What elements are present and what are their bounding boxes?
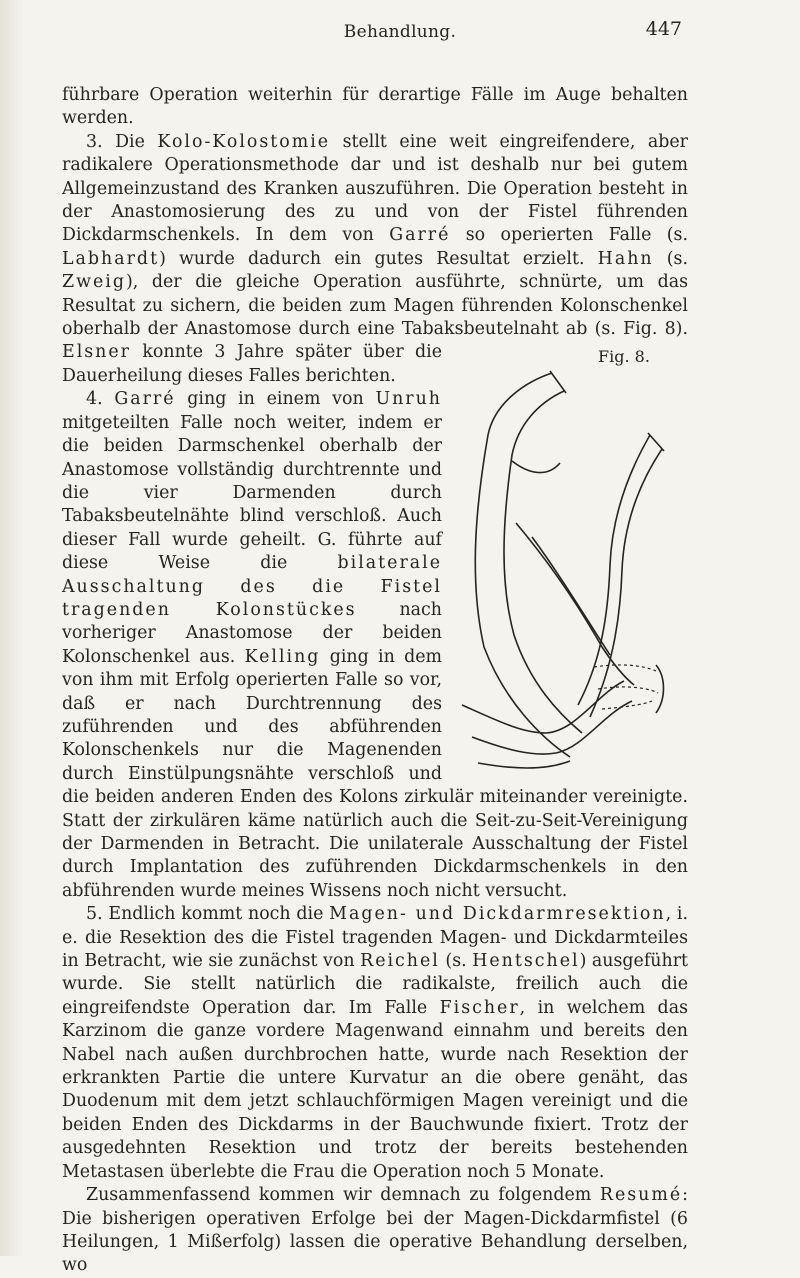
- text-run: ) wurde dadurch ein gutes Resultat erzielt.: [159, 248, 598, 269]
- text-run: mitgeteilten Falle noch weiter, indem er die beiden Darmschenkel oberhalb der Anastomose vollständig durchtrennte und die vier Darmenden durch Tabaksbeutelnähte blind verschloß. Auch dieser Fall wurde geheilt. G. führte auf diese Weise die: [62, 412, 442, 574]
- anastomosis-diagram-icon: [452, 365, 688, 773]
- text-run: ), der die gleiche Operation ausführte, schnürte, um das Resultat zu sichern, die beiden zum Magen führenden Kolonschenkel oberhalb der Anastomose durch eine Tabaksbeutelnaht ab (s. Fig. 8).: [62, 272, 688, 340]
- author-name: Garré: [389, 225, 451, 246]
- text-run: Zusammenfassend kommen wir demnach zu folgendem: [86, 1185, 600, 1206]
- body-text: [62, 84, 688, 1278]
- text-run: nach vorheriger Anastomose der beiden Kolonschenkel aus.: [62, 599, 442, 667]
- text-run: so operierten Falle (s.: [450, 225, 688, 246]
- text-run: stellt eine weit eingreifendere, aber radikalere Operationsmethode dar und ist deshalb nur bei gutem Allgemeinzustand des Kranken auszuführen. Die Operation besteht in der Anastomosierung des zu und von der Fistel führenden Dickdarmschenkels. In dem von: [62, 131, 688, 246]
- term-resume: Resumé: [599, 1185, 683, 1206]
- text-run: , in welchem das Karzinom die ganze vordere Magenwand einnahm und bereits den Nabel nach außen durchbrochen hatte, wurde nach Resektion der erkrankten Partie die untere Kurvatur an die obere genäht, das Duodenum mit dem jetzt schlauchförmigen Magen vereinigt und die beiden Enden des Dickdarms in der Bauchwunde fixiert. Trotz der ausgedehnten Resektion und trotz der bereits bestehenden Metastasen überlebte die Frau die Operation noch 5 Monate.: [62, 997, 688, 1182]
- author-name: Reichel: [360, 951, 440, 972]
- author-name: Kelling: [244, 646, 321, 667]
- running-title: Behandlung.: [343, 22, 457, 42]
- text-run: 3. Die: [86, 131, 158, 152]
- text-run: 4.: [86, 389, 115, 410]
- text-run: (s.: [653, 248, 688, 269]
- text-run: : Die bisherigen operativen Erfolge bei der Magen-Dickdarmfistel (6 Heilungen, 1 Mißerfolg) lassen die operative Behandlung derselben, wo: [62, 1185, 688, 1276]
- term-bilateral-ausschaltung: bilaterale Ausschaltung des die Fistel tragenden Kolonstückes: [62, 553, 442, 620]
- text-run: konnte 3 Jahre später über die Dauerheilung dieses Falles berichten.: [62, 342, 442, 386]
- text-run: 5. Endlich kommt noch die: [86, 904, 330, 925]
- figure-label: Fig. 8.: [598, 347, 650, 367]
- author-name: Garré: [114, 389, 176, 410]
- author-name: Unruh: [375, 389, 443, 410]
- text-run: ging in einem von: [175, 389, 376, 410]
- paragraph-resektion: [62, 903, 688, 1184]
- paragraph-intro: führbare Operation weiterhin für derartige Fälle im Auge behalten werden.: [62, 85, 688, 129]
- term-resektion: Magen- und Dickdarmresektion: [329, 904, 666, 925]
- running-head: [0, 18, 800, 48]
- author-name: Labhardt: [62, 248, 160, 269]
- paragraph-resume: [62, 1184, 688, 1278]
- term-kolo-kolostomie: Kolo-Kolostomie: [157, 131, 331, 152]
- page-number: 447: [645, 18, 682, 40]
- author-name: Hahn: [597, 248, 654, 269]
- author-name: Hentschel: [472, 951, 580, 972]
- text-run: ) ausgeführt wurde. Sie stellt natürlich die radikalste, freilich auch die eingreifendste Operation dar. Im Falle: [62, 951, 688, 1018]
- text-run: (s.: [439, 951, 473, 972]
- page-gutter-shadow: [0, 0, 24, 1256]
- text-run: , i. e. die Resektion des die Fistel tragenden Magen- und Dickdarmteiles in Betracht, wie sie zunächst von: [62, 904, 688, 972]
- figure-8: [452, 345, 688, 777]
- text-run: Elsner: [62, 342, 131, 363]
- author-name: Fischer: [439, 997, 520, 1018]
- paragraph-kolo-kolostomie: [62, 131, 688, 388]
- text-run: ging in dem von ihm mit Erfolg operierten Falle so vor, daß er nach Durchtrennung des zuführenden und des abführenden Kolonschenkels nur die Magenenden durch Einstülpungsnähte verschloß und die beiden anderen Enden des Kolons zirkulär miteinander vereinigte. Statt der zirkulären käme natürlich auch die Seit-zu-Seit-Vereinigung der Darmenden in Betracht. Die unilaterale Ausschaltung der Fistel durch Implantation des zuführenden Dickdarmschenkels in den abführenden wurde meines Wissens noch nicht versucht.: [62, 646, 688, 901]
- author-name: Zweig: [62, 272, 126, 293]
